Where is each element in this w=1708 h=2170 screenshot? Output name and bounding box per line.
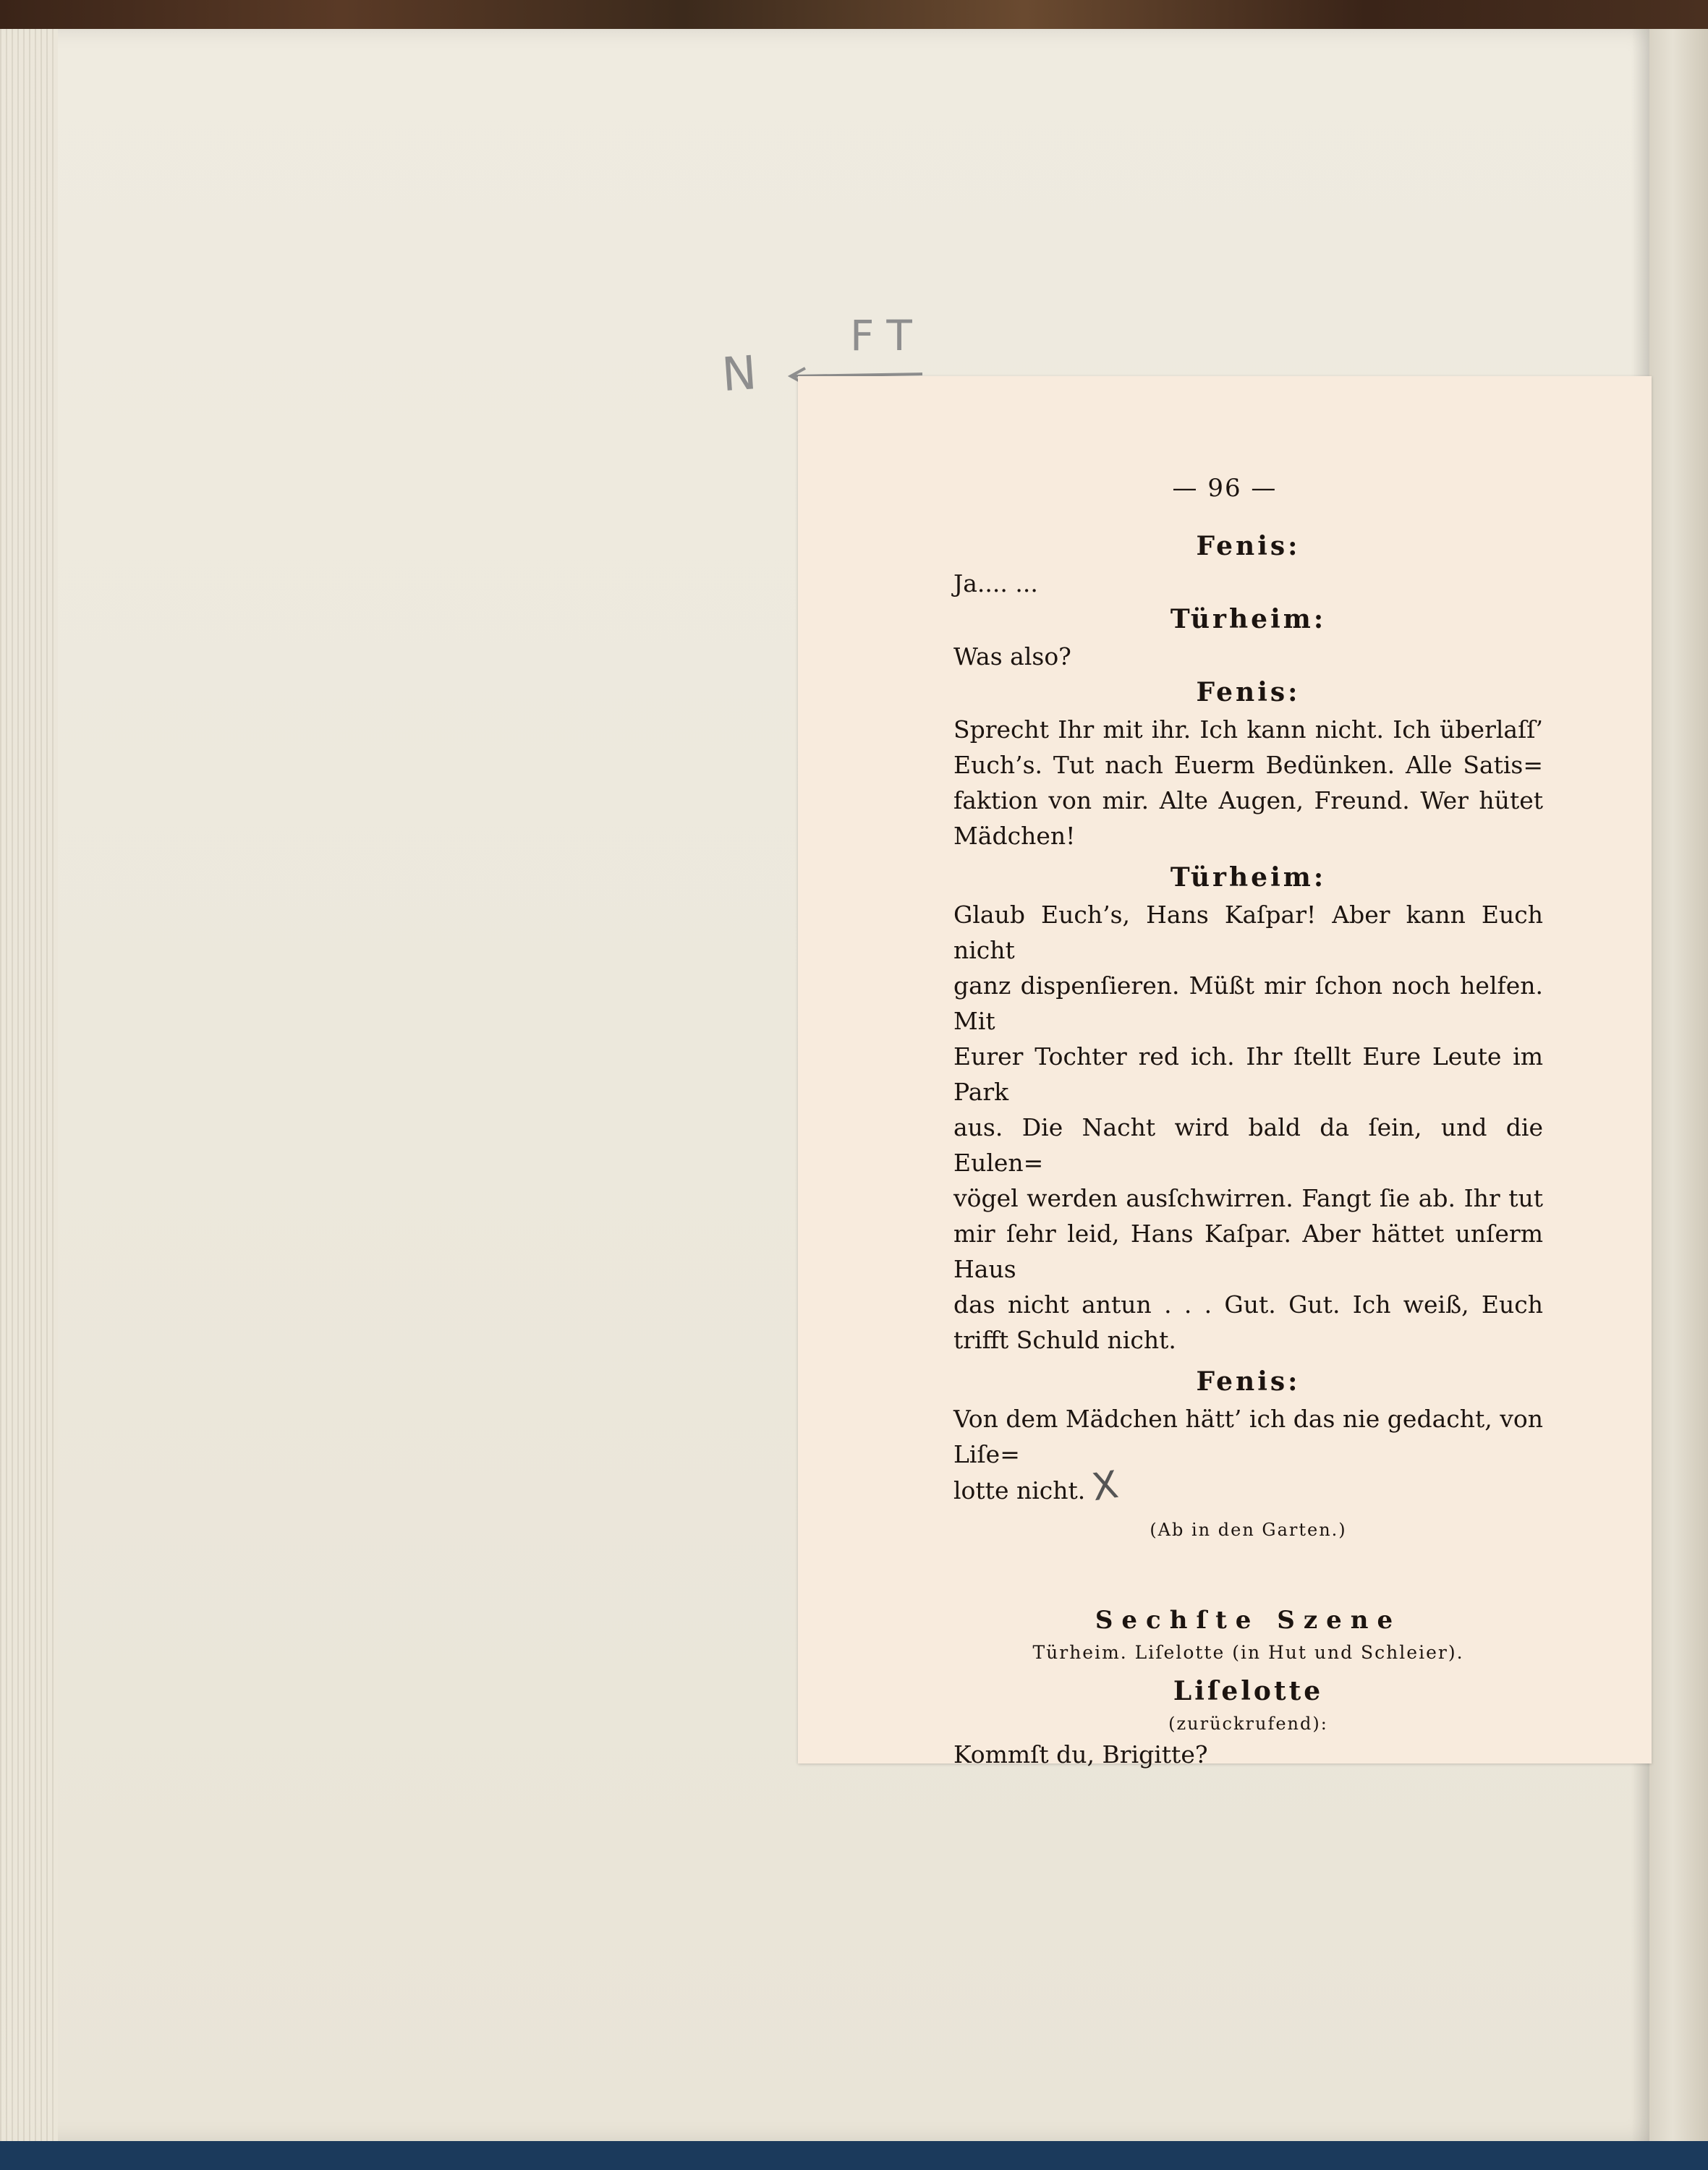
dialogue-line: mir ſehr leid, Hans Kaſpar. Aber hättet unſerm Haus: [953, 1220, 1543, 1283]
scene-cast: Türheim. Liſelotte (in Hut und Schleier).: [1032, 1642, 1464, 1663]
page-stack-edge: [0, 29, 58, 2141]
dialogue-line: das nicht antun . . . Gut. Gut. Ich weiß, Euch: [953, 1290, 1543, 1319]
right-page-edge: [1649, 29, 1708, 2141]
speaker-liselotte: Liſelotte: [1173, 1676, 1324, 1706]
dialogue-text: lotte nicht.: [953, 1476, 1086, 1505]
dialogue-line: Euch’s. Tut nach Euerm Bedünken. Alle Satis=: [953, 751, 1543, 779]
speaker-tuerheim: Türheim:: [1170, 862, 1327, 893]
dialogue-line: Sprecht Ihr mit ihr. Ich kann nicht. Ich überlaſſ’: [953, 715, 1543, 744]
stage-direction: (Ab in den Garten.): [1150, 1520, 1347, 1540]
dialogue-line: Von dem Mädchen hätt’ ich das nie gedacht, von Liſe=: [953, 1405, 1543, 1468]
speaker-fenis: Fenis:: [1196, 677, 1301, 707]
dialogue-line: Eurer Tochter red ich. Ihr ſtellt Eure Leute im Park: [953, 1042, 1543, 1106]
speaker-fenis: Fenis:: [1196, 531, 1301, 561]
dialogue-line: Glaub Euch’s, Hans Kaſpar! Aber kann Euch nicht: [953, 901, 1543, 964]
pencil-annotation-ft: FT: [850, 311, 925, 360]
scene-title: Sechſte Szene: [1095, 1606, 1402, 1635]
pencil-annotation-n: N: [720, 345, 772, 403]
dialogue-line: aus. Die Nacht wird bald da ſein, und die Eulen=: [953, 1113, 1543, 1177]
pencil-x-mark: X: [1089, 1463, 1121, 1510]
dialogue-line: Kommſt du, Brigitte?: [953, 1740, 1208, 1769]
dialogue-line: Ja.... ...: [953, 569, 1038, 597]
dialogue-line: [953, 1463, 1543, 1510]
pasted-text-slip: [798, 376, 1652, 1769]
page-number: — 96 —: [1172, 474, 1278, 503]
speaker-tuerheim: Türheim:: [1170, 604, 1327, 634]
dialogue-line: Mädchen!: [953, 822, 1076, 850]
dialogue-line: Was also?: [953, 642, 1071, 671]
speaker-fenis: Fenis:: [1196, 1366, 1301, 1397]
dialogue-line: faktion von mir. Alte Augen, Freund. Wer hütet: [953, 786, 1543, 814]
dialogue-block: [953, 528, 1543, 1772]
dialogue-line: vögel werden ausſchwirren. Fangt ſie ab. Ihr tut: [953, 1184, 1543, 1212]
speaker-note: (zurückrufend):: [1168, 1714, 1328, 1734]
dialogue-line: trifft Schuld nicht.: [953, 1326, 1176, 1354]
dialogue-line: ganz dispenſieren. Müßt mir ſchon noch helfen. Mit: [953, 971, 1543, 1035]
